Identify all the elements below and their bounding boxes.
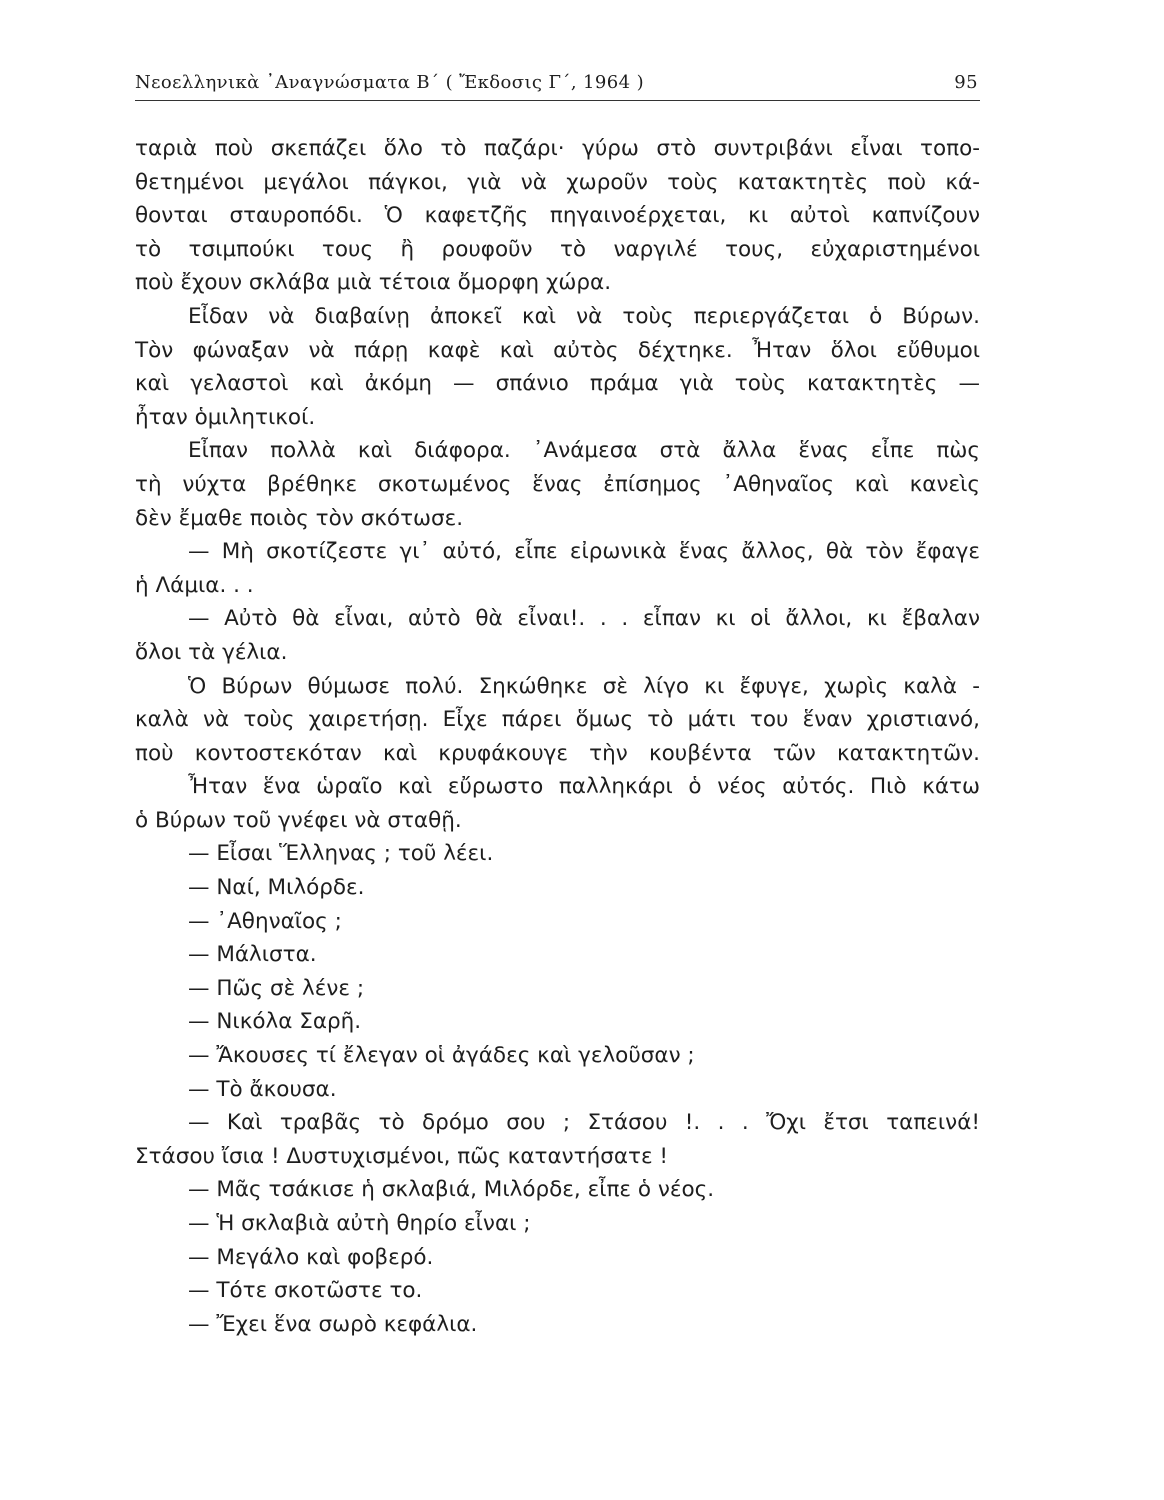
text-line: θονται σταυροπόδι. Ὁ καφετζῆς πηγαινοέρχεται, κι αὐτοὶ καπνίζουν: [135, 203, 980, 229]
text-line: δὲν ἔμαθε ποιὸς τὸν σκότωσε.: [135, 505, 464, 531]
text-line: ἦταν ὁμιλητικοί.: [135, 404, 316, 430]
text-line: καὶ γελαστοὶ καὶ ἀκόμη — σπάνιο πράμα γιὰ τοὺς κατακτητὲς —: [135, 371, 980, 397]
text-line: ὅλοι τὰ γέλια.: [135, 639, 288, 665]
page-body-text: [135, 132, 980, 1341]
text-line: ποὺ ἔχουν σκλάβα μιὰ τέτοια ὄμορφη χώρα.: [135, 270, 612, 296]
text-line: — Εἶσαι Ἕλληνας ; τοῦ λέει.: [188, 841, 494, 867]
running-title: Νεοελληνικὰ ᾿Αναγνώσματα Β΄ ( Ἔκδοσις Γ΄, 1964 ): [135, 72, 645, 93]
text-line: — Μάλιστα.: [188, 942, 317, 968]
page-number: 95: [954, 72, 978, 93]
text-line: — Μὴ σκοτίζεστε γι᾿ αὐτό, εἶπε εἰρωνικὰ ἕνας ἄλλος, θὰ τὸν ἔφαγε: [188, 539, 980, 565]
text-line: — ᾿Αθηναῖος ;: [188, 908, 342, 934]
text-line: — Πῶς σὲ λένε ;: [188, 975, 365, 1001]
text-line: — Αὐτὸ θὰ εἶναι, αὐτὸ θὰ εἶναι!. . . εἶπαν κι οἱ ἄλλοι, κι ἔβαλαν: [188, 606, 980, 632]
text-line: Εἶδαν νὰ διαβαίνῃ ἀποκεῖ καὶ νὰ τοὺς περιεργάζεται ὁ Βύρων.: [188, 303, 980, 329]
text-line: ταριὰ ποὺ σκεπάζει ὅλο τὸ παζάρι· γύρω στὸ συντριβάνι εἶναι τοπο-: [135, 136, 980, 161]
text-line: θετημένοι μεγάλοι πάγκοι, γιὰ νὰ χωροῦν τοὺς κατακτητὲς ποὺ κά-: [135, 169, 980, 195]
text-line: τὴ νύχτα βρέθηκε σκοτωμένος ἕνας ἐπίσημος ᾿Αθηναῖος καὶ κανεὶς: [135, 471, 980, 497]
text-line: — Μᾶς τσάκισε ἡ σκλαβιά, Μιλόρδε, εἶπε ὁ νέος.: [188, 1177, 715, 1203]
running-header: [135, 66, 980, 101]
text-line: ποὺ κοντοστεκόταν καὶ κρυφάκουγε τὴν κουβέντα τῶν κατακτητῶν.: [135, 740, 980, 766]
text-line: ὁ Βύρων τοῦ γνέφει νὰ σταθῇ.: [135, 807, 462, 833]
text-line: καλὰ νὰ τοὺς χαιρετήσῃ. Εἶχε πάρει ὅμως τὸ μάτι του ἕναν χριστιανό,: [135, 707, 980, 733]
text-line: — Καὶ τραβᾶς τὸ δρόμο σου ; Στάσου !. . . Ὄχι ἔτσι ταπεινά!: [188, 1110, 980, 1136]
text-line: Ὁ Βύρων θύμωσε πολύ. Σηκώθηκε σὲ λίγο κι ἔφυγε, χωρὶς καλὰ -: [188, 673, 980, 699]
text-line: ἡ Λάμια. . .: [135, 572, 254, 598]
text-line: — Τότε σκοτῶστε το.: [188, 1278, 423, 1304]
text-line: — Ναί, Μιλόρδε.: [188, 875, 365, 901]
text-line: — Μεγάλο καὶ φοβερό.: [188, 1244, 434, 1270]
text-line: — Τὸ ἄκουσα.: [188, 1076, 337, 1102]
text-line: Εἶπαν πολλὰ καὶ διάφορα. ᾿Ανάμεσα στὰ ἄλλα ἕνας εἶπε πὼς: [188, 438, 980, 464]
text-line: — Ἔχει ἕνα σωρὸ κεφάλια.: [188, 1311, 478, 1337]
text-line: — Ἄκουσες τί ἔλεγαν οἱ ἀγάδες καὶ γελοῦσαν ;: [188, 1043, 695, 1069]
text-line: Ἦταν ἕνα ὡραῖο καὶ εὔρωστο παλληκάρι ὁ νέος αὐτός. Πιὸ κάτω: [188, 774, 980, 800]
text-line: — Ἡ σκλαβιὰ αὐτὴ θηρίο εἶναι ;: [188, 1211, 531, 1236]
text-line: — Νικόλα Σαρῆ.: [188, 1009, 362, 1035]
text-line: Στάσου ἴσια ! Δυστυχισμένοι, πῶς καταντήσατε !: [135, 1143, 669, 1169]
text-line: Τὸν φώναξαν νὰ πάρῃ καφὲ καὶ αὐτὸς δέχτηκε. Ἦταν ὅλοι εὔθυμοι: [135, 337, 980, 363]
text-line: τὸ τσιμπούκι τους ἢ ρουφοῦν τὸ ναργιλέ τους, εὐχαριστημένοι: [135, 236, 980, 262]
